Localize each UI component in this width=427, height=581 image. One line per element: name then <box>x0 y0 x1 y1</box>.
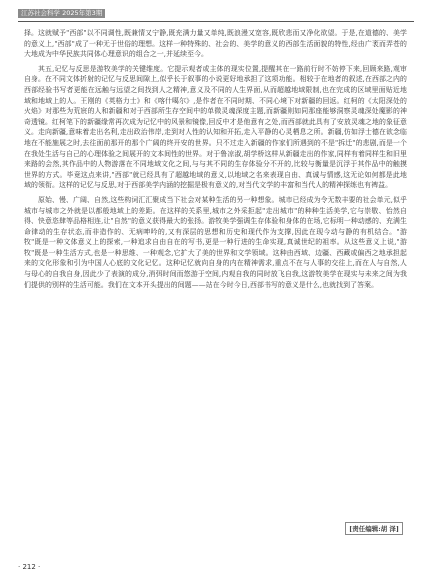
running-header <box>14 8 414 22</box>
paragraph-1: 择。这就赋予"西部"以不同调性,既兼情又宁静,既充满力量又单纯,既浪漫又宽容,既欣悲而又净化欲望。于是,在道德的、美学的意义上,"西部"成了一种无于世俗的理想。这样一种特殊的、社会的、美学的意义的西部生活面貌的特性,经由广袤而弄苍的大地成为中华民族共同体心理意识的组合之一,并延续至今。 <box>24 29 407 59</box>
journal-title-tag: 江苏社会科学 2025年第3期 <box>18 9 105 18</box>
responsible-editor-note: [责任编辑:胡 泽] <box>345 522 403 535</box>
page-number: · 212 · <box>18 563 41 571</box>
paragraph-2: 其五,记忆与反思是游牧美学的关键维度。它提示观者或主体的现实位置,提醒其在一路前行时不妨停下来,回顾来路,观审自身。在不同文体折射的记忆与反思间隙上,似乎长于叙事的小说更好地承担了这项功能。相较于在地者的叙述,在西部之内的西部经验书写者更能在远触与远望之间找到人之精神,意义及不同的人生界面,从而超越地域限制,也在完成的区域里面贴近地域和地域上的人。王刚的《英格力士》和《喀什噶尔》,是作者在不同时期、不同心境下对新疆的回返。红柯的《太阳深处的火焰》对那些为荒宸的人和新疆和对于西部所生存空间中的单微灵魂深度主题,而新疆则如同那座能够洞察灵魂深处魔影的神奇透镜。红柯笔下的新疆缘常再次成为记忆中的风景和镜像,回反中才是他意有之处,而西部就此具有了安放灵魂之地的象征意义。走向新疆,意味着走出名利,走出政治伟岸,走到对人性的认知和开拓,走入平静的心灵栖息之所。新疆,仿如浮士德在欲念临地在不能施展之时,去往面前那开的那个广阔的终开安的世界。只不过走入新疆的作家们所遇到的不是"拆迁"的悲剧,而是一个在我处生活与自己的心理体验之间展开的文本间性的世界。对于鲁凉淑,胡学桥这样从新疆走出的作家,同样有着同样生和旧里来路的会然,其作品中的人物游落在不同地域文化之间,与与其不同的生存体验分不开的,比较与衡量是沉浮于其作品中的触摸世界的方式。毕竟这点来讲,"西部"就已经具有了超越地域的意义,以地域之名来表现自由、真诚与情感,这无论如何都是此地域的领衔。这样的记忆与反思,对于西部美学内涵的挖掘是极有意义的,对当代文学的丰富和当代人的精神探练也有裨益。 <box>24 64 407 190</box>
paragraph-3: 原始、慢、广阔、自然,这些构词汇汇聚成当下社会对某种生活的另一种想象。城市已经成为令无数丰要的社会单元,似乎城市与城市之外就是以都般地域上的差距。在这样的关系里,城市之外采拒起"走出城市"的种种生活美学,它与崇敬、怡然自得、快意恣肆等品格相连,让"自然"的意义获得最大的张扬。游牧美学强调生存体验和身体的在场,它标明一种动感的、充满生命律动的生存状态,而非造作的、无病呻吟的,又有深层的思想和历史和现代作为支撑,因此在现今动与静的有机结合。"游牧"既是一种文体意义上的探索,一种追求自由自在的写书,更是一种行进的生命实现,真诚世纪的祖率。从这些意义上说,"游牧"既是一种生活方式,也是一种思维、一种观念,它扩大了美的世界和文学领域。这种由西域、边疆、西藏或偏西之地承担起来的文化形象和引为中国人心底的文化记忆。这种记忆就向自身的内在精神需求,重点不在与人事的交往上,而在人与自然,人与母心的自我自身,因此少了表演的成分,消弭时间而悠游于空间,内观自我的同时放飞自我,这游牧美学在现实与未来之间为我们提供的别样的生活可能。我们在文本开头提出的间题——站在今时今日,西部书写的意义是什么,也就找到了答案。 <box>24 195 407 289</box>
article-body <box>24 28 407 290</box>
header-rule <box>18 21 414 22</box>
